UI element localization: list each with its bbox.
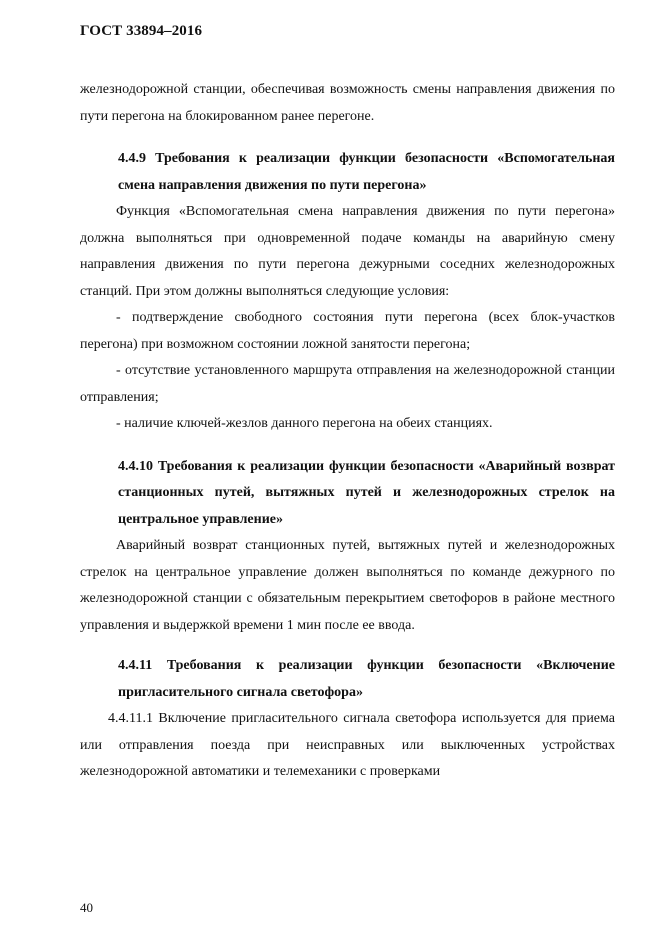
paragraph-4-4-11-1: 4.4.11.1 Включение пригласительного сигнала светофора используется для приема или отправления поезда при неисправных или выключенных устройствах железнодорожной автоматики и телемеханики с проверками (80, 711, 615, 779)
paragraph-continuation: железнодорожной станции, обеспечивая возможность смены направления движения по пути перегона на блокированном ранее перегоне. (80, 82, 615, 124)
section-heading-4-4-11: 4.4.11 Требования к реализации функции безопасности «Включение пригласительного сигнала светофора» (118, 658, 615, 700)
list-item: - наличие ключей-жезлов данного перегона на обеих станциях. (116, 416, 493, 431)
paragraph-4-4-9: Функция «Вспомогательная смена направления движения по пути перегона» должна выполняться при одновременной подаче команды на аварийную смену направления движения по пути перегона дежурными соседних железнодорожных станций. При этом должны выполняться следующие условия: (80, 204, 615, 299)
document-body (80, 77, 615, 786)
document-header: ГОСТ 33894–2016 (80, 23, 203, 39)
list-item: - подтверждение свободного состояния пути перегона (всех блок-участков перегона) при возможном состоянии ложной занятости перегона; (80, 310, 615, 352)
section-heading-4-4-9: 4.4.9 Требования к реализации функции безопасности «Вспомогательная смена направления движения по пути перегона» (118, 151, 615, 193)
paragraph-4-4-10: Аварийный возврат станционных путей, вытяжных путей и железнодорожных стрелок на центральное управление должен выполняться по команде дежурного по железнодорожной станции с обязательным перекрытием светофоров в районе местного управления и выдержкой времени 1 мин после ее ввода. (80, 538, 615, 633)
page-number: 40 (80, 900, 93, 915)
section-heading-4-4-10: 4.4.10 Требования к реализации функции безопасности «Аварийный возврат станционных путей, вытяжных путей и железнодорожных стрелок на центральное управление» (118, 458, 615, 527)
list-item: - отсутствие установленного маршрута отправления на железнодорожной станции отправления; (80, 363, 615, 405)
